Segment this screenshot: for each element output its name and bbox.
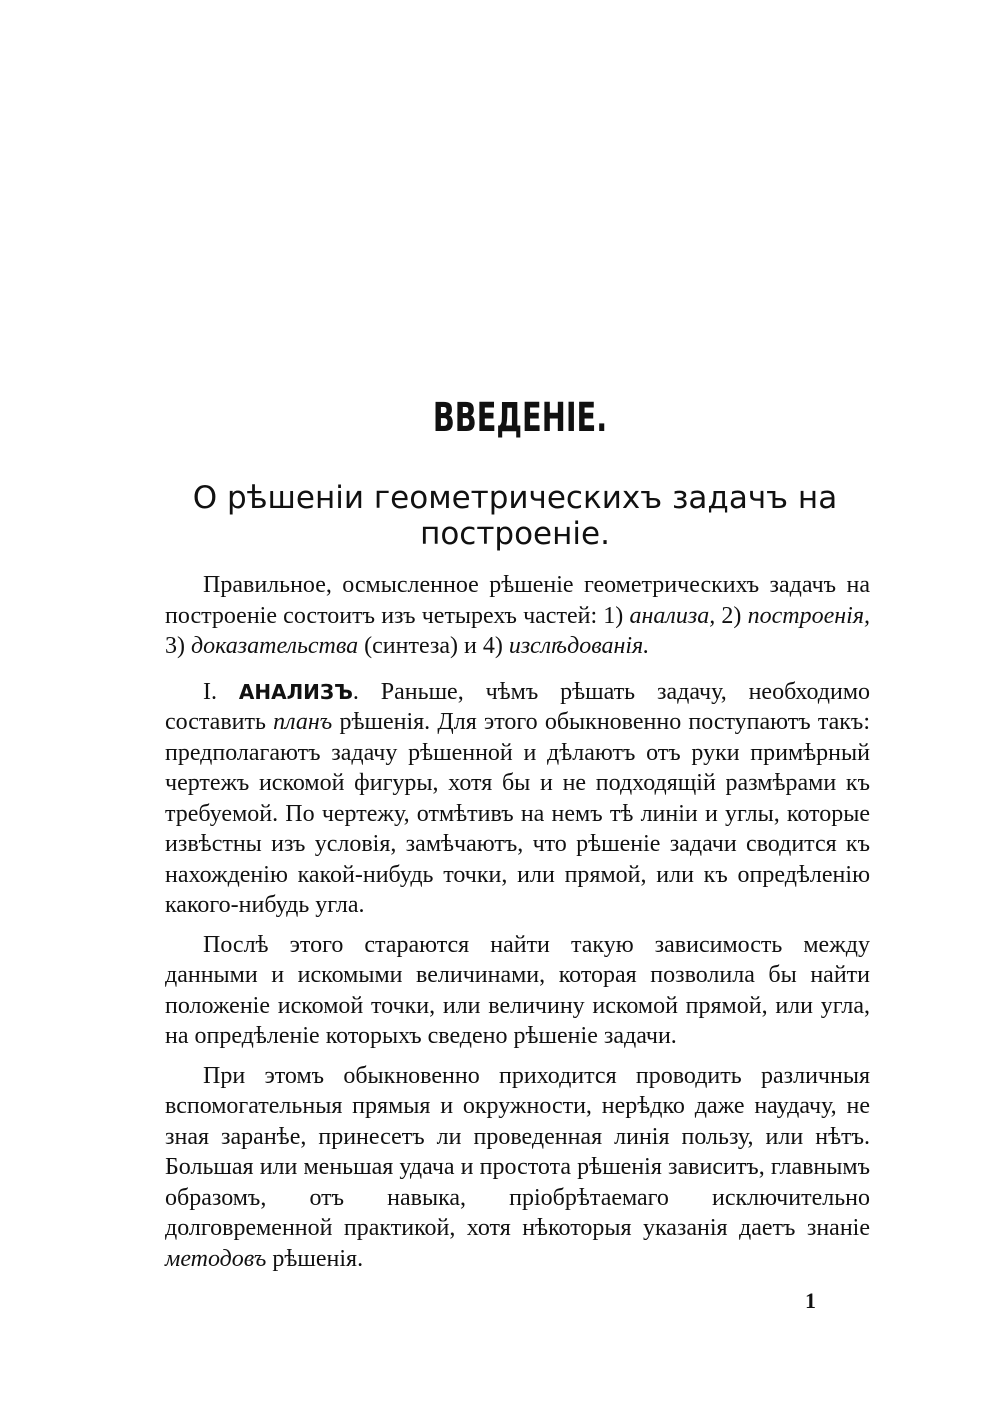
intro-paragraph bbox=[165, 570, 870, 662]
term-construction: построенія, bbox=[747, 602, 870, 629]
intro-separator-2: 3) bbox=[165, 633, 191, 659]
intro-separator-3: (синтеза) и 4) bbox=[358, 633, 509, 659]
page-title: ВВЕДЕНІЕ. bbox=[432, 395, 608, 441]
analysis-paragraph bbox=[165, 677, 870, 921]
term-plan: планъ bbox=[273, 709, 333, 735]
analysis-text-1: . Раньше, чѣмъ рѣшать задачу, необходимо составить bbox=[165, 678, 871, 735]
term-methods: методовъ bbox=[165, 1245, 267, 1272]
auxiliary-paragraph bbox=[165, 1061, 870, 1275]
section-heading-analysis: АНАЛИЗЪ bbox=[238, 679, 353, 704]
term-analysis: анализа, bbox=[629, 602, 716, 629]
analysis-text-2: рѣшенія. Для этого обыкновенно поступаютъ такъ: предполагаютъ задачу рѣшенной и дѣлаютъ отъ руки примѣрный чертежъ искомой фигуры, хотя бы и не подходящій размѣрами къ требуемой. По чертежу, отмѣтивъ на немъ тѣ линіи и углы, которые извѣстны изъ условія, замѣчаютъ, что рѣшеніе задачи сводится къ нахожденію какой-нибудь точки, или прямой, или къ опредѣленію какого-нибудь угла. bbox=[165, 709, 871, 918]
term-investigation: изслѣдованія. bbox=[508, 633, 650, 659]
dependence-paragraph: Послѣ этого стараются найти такую зависимость между данными и искомыми величинами, которая позволила бы найти положеніе искомой точки, или величину искомой прямой, или угла, на опредѣленіе которыхъ сведено рѣшеніе задачи. bbox=[165, 931, 870, 1049]
page-subtitle: О рѣшеніи геометрическихъ задачъ на построеніе. bbox=[192, 480, 838, 552]
intro-separator-1: 2) bbox=[715, 602, 748, 629]
auxiliary-text-end: рѣшенія. bbox=[266, 1245, 364, 1272]
page-number: 1 bbox=[805, 1288, 816, 1313]
body-text bbox=[165, 570, 870, 1274]
section-number: I. bbox=[203, 678, 239, 705]
auxiliary-text: При этомъ обыкновенно приходится проводить различныя вспомогательныя прямыя и окружности, нерѣдко даже наудачу, не зная заранѣе, принесетъ ли проведенная линія пользу, или нѣтъ. Большая или меньшая удача и простота рѣшенія зависитъ, главнымъ образомъ, отъ навыка, пріобрѣтаемаго исключительно долговременной практикой, хотя нѣкоторыя указанія даетъ знаніе bbox=[165, 1062, 870, 1241]
term-proof: доказательства bbox=[191, 633, 359, 659]
intro-text: Правильное, осмысленное рѣшеніе геометрическихъ задачъ на построеніе состоитъ изъ четырехъ частей: 1) bbox=[165, 572, 870, 629]
